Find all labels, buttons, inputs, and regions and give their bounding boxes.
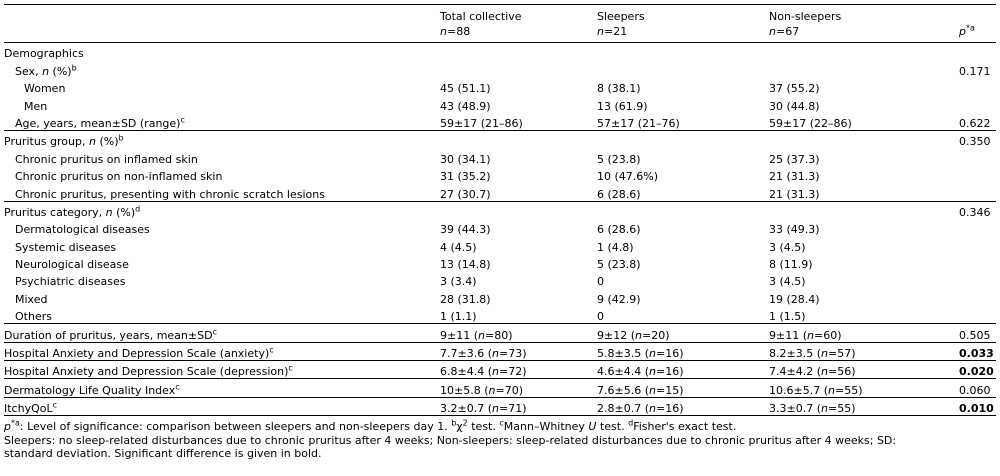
- cell-total: 10±5.8 (n=70): [440, 383, 523, 397]
- row-label: ItchyQoL$^c$: [4, 400, 58, 416]
- cell-nonsleepers: 10.6±5.7 (n=55): [769, 383, 863, 397]
- table-row: [4, 236, 996, 253]
- row-label: Sex, n (%)$^b$: [15, 63, 77, 78]
- cell-sleepers: [597, 60, 769, 77]
- table-row: [4, 219, 996, 236]
- cell-p-value: [959, 219, 996, 236]
- cell-sleepers: 57±17 (21–76): [597, 116, 680, 130]
- table-row: [4, 361, 996, 379]
- cell-nonsleepers: [769, 130, 959, 148]
- table-row: [4, 43, 996, 61]
- cell-total: 59±17 (21–86): [440, 116, 523, 130]
- cell-nonsleepers: 30 (44.8): [769, 99, 820, 113]
- cell-nonsleepers: 9±11 (n=60): [769, 328, 842, 342]
- table-row: [4, 342, 996, 360]
- cell-nonsleepers: 59±17 (22–86): [769, 116, 852, 130]
- footnote-line-2: Sleepers: no sleep-related disturbances due to chronic pruritus after 4 weeks; Non-sleepers: sleep-related disturbances due to chronic pruritus after 4 weeks; SD:: [4, 433, 897, 447]
- cell-nonsleepers: 1 (1.5): [769, 310, 806, 324]
- cell-p-value: [959, 271, 996, 288]
- cell-sleepers: 1 (4.8): [597, 240, 634, 254]
- row-label: Men: [24, 99, 48, 113]
- row-label: Chronic pruritus on non-inflamed skin: [15, 170, 223, 184]
- row-label: Age, years, mean±SD (range)$^c$: [15, 115, 185, 130]
- cell-p-value: [959, 95, 996, 112]
- cell-p-value: [959, 166, 996, 183]
- row-label: Neurological disease: [15, 258, 129, 272]
- row-label: Pruritus category, n (%)$^d$: [4, 204, 141, 219]
- cell-total: 4 (4.5): [440, 240, 477, 254]
- cell-sleepers: [597, 130, 769, 148]
- table-row: [4, 379, 996, 397]
- cell-nonsleepers: 25 (37.3): [769, 152, 820, 166]
- table-row: [4, 397, 996, 415]
- footnote-line-1: $p^{*a}$: Level of significance: comparison between sleepers and non-sleepers day 1. $^b\chi^2$ test. $^c$Mann–Whitney U test. $^d$Fisher's exact test.: [4, 418, 737, 434]
- cell-sleepers: 9±12 (n=20): [597, 328, 670, 342]
- header-blank: [4, 5, 440, 23]
- row-label: Pruritus group, n (%)$^b$: [4, 133, 124, 149]
- cell-p-value: 0.346: [959, 205, 991, 219]
- cell-p-value: [959, 254, 996, 271]
- header-blank-p: [959, 5, 996, 23]
- cell-p-value: 0.350: [959, 135, 991, 149]
- cell-p-value: 0.505: [959, 328, 991, 342]
- cell-total: 43 (48.9): [440, 99, 491, 113]
- cell-nonsleepers: [769, 43, 959, 61]
- table-row: [4, 130, 996, 148]
- row-label: Systemic diseases: [15, 240, 117, 254]
- cell-p-value: [959, 78, 996, 95]
- footnote-line-3: standard deviation. Significant difference is given in bold.: [4, 447, 322, 461]
- cell-total: 3.2±0.7 (n=71): [440, 402, 527, 416]
- table-row: [4, 166, 996, 183]
- row-label: Chronic pruritus, presenting with chronic scratch lesions: [15, 187, 325, 201]
- cell-total: 3 (3.4): [440, 275, 477, 289]
- cell-total: [440, 130, 597, 148]
- header-nonsleepers-n: n=67: [769, 25, 800, 38]
- cell-sleepers: 2.8±0.7 (n=16): [597, 402, 684, 416]
- cell-total: 27 (30.7): [440, 187, 491, 201]
- table-row: [4, 201, 996, 219]
- cell-p-value: [959, 183, 996, 201]
- table-row: [4, 148, 996, 165]
- cell-total: 7.7±3.6 (n=73): [440, 347, 527, 361]
- header-nonsleepers-title: Non-sleepers: [769, 10, 842, 23]
- cell-nonsleepers: 3 (4.5): [769, 275, 806, 289]
- row-label: Psychiatric diseases: [15, 275, 126, 289]
- cell-sleepers: 13 (61.9): [597, 99, 648, 113]
- cell-p-value: [959, 236, 996, 253]
- cell-total: 9±11 (n=80): [440, 328, 513, 342]
- row-label: Hospital Anxiety and Depression Scale (depression)$^c$: [4, 363, 293, 379]
- cell-p-value: [959, 306, 996, 324]
- cell-total: 28 (31.8): [440, 292, 491, 306]
- table-container: [4, 0, 996, 461]
- table-row: [4, 254, 996, 271]
- row-label: Hospital Anxiety and Depression Scale (anxiety)$^c$: [4, 345, 274, 361]
- table-row: [4, 60, 996, 77]
- row-label: Others: [15, 310, 52, 324]
- cell-total: [440, 60, 597, 77]
- results-table: [4, 5, 996, 416]
- cell-sleepers: 5 (23.8): [597, 152, 641, 166]
- cell-sleepers: 0: [597, 275, 604, 289]
- table-row: [4, 113, 996, 131]
- cell-sleepers: 6 (28.6): [597, 187, 641, 201]
- cell-total: [440, 201, 597, 219]
- row-label: Dermatological diseases: [15, 223, 150, 237]
- table-row: [4, 288, 996, 305]
- table-row: [4, 271, 996, 288]
- cell-sleepers: [597, 201, 769, 219]
- cell-p-value: 0.010: [959, 402, 994, 416]
- cell-nonsleepers: 33 (49.3): [769, 223, 820, 237]
- cell-p-value: 0.060: [959, 383, 991, 397]
- row-label: Dermatology Life Quality Index$^c$: [4, 382, 180, 397]
- cell-sleepers: 0: [597, 310, 604, 324]
- header-total-n: n=88: [440, 25, 471, 38]
- cell-total: 1 (1.1): [440, 310, 477, 324]
- cell-p-value: [959, 148, 996, 165]
- cell-nonsleepers: 21 (31.3): [769, 187, 820, 201]
- cell-sleepers: 4.6±4.4 (n=16): [597, 365, 684, 379]
- table-row: [4, 78, 996, 95]
- cell-sleepers: [597, 43, 769, 61]
- row-label: Chronic pruritus on inflamed skin: [15, 152, 198, 166]
- cell-total: 31 (35.2): [440, 170, 491, 184]
- table-row: [4, 324, 996, 342]
- table-row: [4, 183, 996, 201]
- cell-nonsleepers: 3 (4.5): [769, 240, 806, 254]
- cell-nonsleepers: 19 (28.4): [769, 292, 820, 306]
- cell-p-value: 0.020: [959, 365, 994, 379]
- cell-nonsleepers: [769, 60, 959, 77]
- cell-nonsleepers: 37 (55.2): [769, 82, 820, 96]
- table-footnotes: [4, 420, 996, 461]
- cell-sleepers: 5 (23.8): [597, 258, 641, 272]
- cell-total: [440, 43, 597, 61]
- header-total-title: Total collective: [440, 10, 522, 23]
- cell-sleepers: 6 (28.6): [597, 223, 641, 237]
- row-label: Women: [24, 82, 66, 96]
- row-label: Duration of pruritus, years, $mean\pm SD^c$: [4, 326, 217, 342]
- cell-total: 13 (14.8): [440, 258, 491, 272]
- cell-p-value: 0.171: [959, 64, 991, 78]
- cell-total: 6.8±4.4 (n=72): [440, 365, 527, 379]
- row-label: Demographics: [4, 47, 84, 61]
- cell-sleepers: 9 (42.9): [597, 292, 641, 306]
- cell-sleepers: 5.8±3.5 (n=16): [597, 347, 684, 361]
- header-sleepers-n: n=21: [597, 25, 628, 38]
- cell-sleepers: 8 (38.1): [597, 82, 641, 96]
- table-body: [4, 43, 996, 416]
- cell-p-value: 0.622: [959, 116, 991, 130]
- cell-sleepers: 7.6±5.6 (n=15): [597, 383, 684, 397]
- row-label: Mixed: [15, 292, 48, 306]
- cell-sleepers: 10 (47.6%): [597, 170, 659, 184]
- header-sleepers-title: Sleepers: [597, 10, 645, 23]
- cell-nonsleepers: 3.3±0.7 (n=55): [769, 402, 856, 416]
- cell-total: 30 (34.1): [440, 152, 491, 166]
- cell-total: 45 (51.1): [440, 82, 491, 96]
- cell-nonsleepers: 8 (11.9): [769, 258, 813, 272]
- cell-nonsleepers: 8.2±3.5 (n=57): [769, 347, 856, 361]
- cell-total: 39 (44.3): [440, 223, 491, 237]
- table-row: [4, 95, 996, 112]
- cell-nonsleepers: 7.4±4.2 (n=56): [769, 365, 856, 379]
- cell-p-value: 0.033: [959, 347, 994, 361]
- cell-p-value: [959, 288, 996, 305]
- cell-nonsleepers: 21 (31.3): [769, 170, 820, 184]
- header-p-value: $p^{*a}$: [959, 23, 975, 38]
- cell-nonsleepers: [769, 201, 959, 219]
- table-row: [4, 306, 996, 324]
- cell-p-value: [959, 43, 996, 61]
